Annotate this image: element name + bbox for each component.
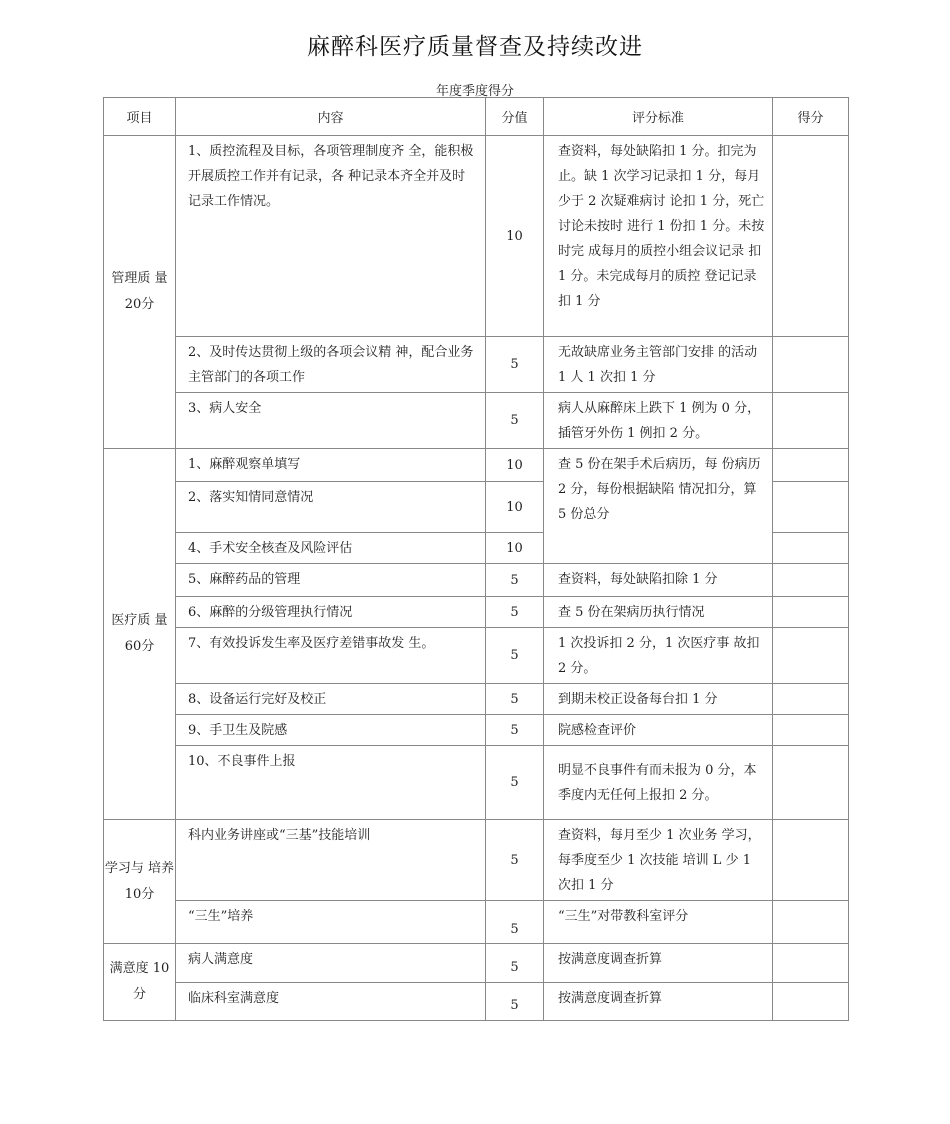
row-criteria: 按满意度调查折算: [544, 944, 773, 983]
row-result: [773, 533, 849, 564]
quality-table: [103, 97, 849, 1021]
row-score: 10: [486, 533, 544, 564]
table-row: [104, 449, 849, 482]
table-row: [104, 715, 849, 746]
section-name: 满意度 10 分: [104, 944, 176, 1021]
table-row: [104, 393, 849, 449]
row-result: [773, 684, 849, 715]
section-name: 管理质 量 20分: [104, 136, 176, 449]
row-score: 5: [486, 820, 544, 901]
table-row: [104, 597, 849, 628]
row-criteria: 到期未校正设备每台扣 1 分: [544, 684, 773, 715]
document-subtitle: 年度季度得分: [435, 84, 514, 99]
row-criteria: 查资料，每处缺陷扣除 1 分: [544, 564, 773, 597]
row-result: [773, 393, 849, 449]
table-row: [104, 337, 849, 393]
row-content: 5、麻醉药品的管理: [176, 564, 486, 597]
table-row: [104, 983, 849, 1021]
row-content: 9、手卫生及院感: [176, 715, 486, 746]
row-score: 5: [486, 715, 544, 746]
row-result: [773, 564, 849, 597]
row-score: 5: [486, 944, 544, 983]
row-criteria: “三生”对带教科室评分: [544, 901, 773, 944]
header-content: 内容: [176, 98, 486, 136]
row-result: [773, 944, 849, 983]
row-result: [773, 901, 849, 944]
row-result: [773, 337, 849, 393]
header-criteria: 评分标准: [544, 98, 773, 136]
row-result: [773, 820, 849, 901]
row-content: 7、有效投诉发生率及医疗差错事故发 生。: [176, 628, 486, 684]
row-criteria: 明显不良事件有而未报为 0 分，本季度内无任何上报扣 2 分。: [544, 746, 773, 820]
header-item: 项目: [104, 98, 176, 136]
row-score: 5: [486, 628, 544, 684]
table-row: [104, 820, 849, 901]
row-score: 10: [486, 136, 544, 337]
section-name: 学习与 培养 10分: [104, 820, 176, 944]
row-content: 6、麻醉的分级管理执行情况: [176, 597, 486, 628]
table-row: [104, 901, 849, 944]
row-content: 1、麻醉观察单填写: [176, 449, 486, 482]
table-row: [104, 684, 849, 715]
table-row: [104, 944, 849, 983]
row-result: [773, 715, 849, 746]
row-score: 5: [486, 901, 544, 944]
row-result: [773, 628, 849, 684]
row-score: 5: [486, 746, 544, 820]
row-criteria: 1 次投诉扣 2 分，1 次医疗事 故扣 2 分。: [544, 628, 773, 684]
row-criteria: 按满意度调查折算: [544, 983, 773, 1021]
table-header-row: [104, 98, 849, 136]
row-content: 1、质控流程及目标，各项管理制度齐 全，能积极开展质控工作并有记录，各 种记录本齐全并及时记录工作情况。: [176, 136, 486, 337]
row-result: [773, 449, 849, 482]
row-result: [773, 983, 849, 1021]
table-row: [104, 628, 849, 684]
row-score: 5: [486, 564, 544, 597]
row-criteria: 查 5 份在架病历执行情况: [544, 597, 773, 628]
row-criteria: 查资料，每处缺陷扣 1 分。扣完为止。缺 1 次学习记录扣 1 分，每月少于 2 次疑难病讨 论扣 1 分，死亡讨论未按时 进行 1 份扣 1 分。未按时完 成每月的质控小组会议记录 扣 1 分。未完成每月的质控 登记记录扣 1 分: [544, 136, 773, 337]
row-content: 临床科室满意度: [176, 983, 486, 1021]
row-criteria: 查资料，每月至少 1 次业务 学习，每季度至少 1 次技能 培训 L 少 1 次扣 1 分: [544, 820, 773, 901]
row-content: 2、及时传达贯彻上级的各项会议精 神，配合业务主管部门的各项工作: [176, 337, 486, 393]
row-score: 5: [486, 597, 544, 628]
row-score: 5: [486, 393, 544, 449]
table-row: [104, 136, 849, 337]
row-score: 5: [486, 684, 544, 715]
row-result: [773, 597, 849, 628]
row-content: 3、病人安全: [176, 393, 486, 449]
row-score: 10: [486, 482, 544, 533]
row-content: “三生”培养: [176, 901, 486, 944]
row-criteria: 无故缺席业务主管部门安排 的活动 1 人 1 次扣 1 分: [544, 337, 773, 393]
header-score: 分值: [486, 98, 544, 136]
row-result: [773, 136, 849, 337]
row-criteria: 院感检查评价: [544, 715, 773, 746]
row-result: [773, 482, 849, 533]
row-criteria: 查 5 份在架手术后病历，每 份病历 2 分，每份根据缺陷 情况扣分，算 5 份总分: [544, 449, 773, 564]
section-name: 医疗质 量 60分: [104, 449, 176, 820]
row-content: 10、不良事件上报: [176, 746, 486, 820]
row-content: 病人满意度: [176, 944, 486, 983]
row-content: 科内业务讲座或“三基”技能培训: [176, 820, 486, 901]
row-score: 5: [486, 337, 544, 393]
document-title: 麻醉科医疗质量督查及持续改进: [307, 34, 643, 60]
table-row: [104, 564, 849, 597]
row-content: 4、手术安全核查及风险评估: [176, 533, 486, 564]
row-score: 10: [486, 449, 544, 482]
header-result: 得分: [773, 98, 849, 136]
row-content: 8、设备运行完好及校正: [176, 684, 486, 715]
row-criteria: 病人从麻醉床上跌下 1 例为 0 分，插管牙外伤 1 例扣 2 分。: [544, 393, 773, 449]
row-result: [773, 746, 849, 820]
row-content: 2、落实知情同意情况: [176, 482, 486, 533]
row-score: 5: [486, 983, 544, 1021]
table-row: [104, 746, 849, 820]
